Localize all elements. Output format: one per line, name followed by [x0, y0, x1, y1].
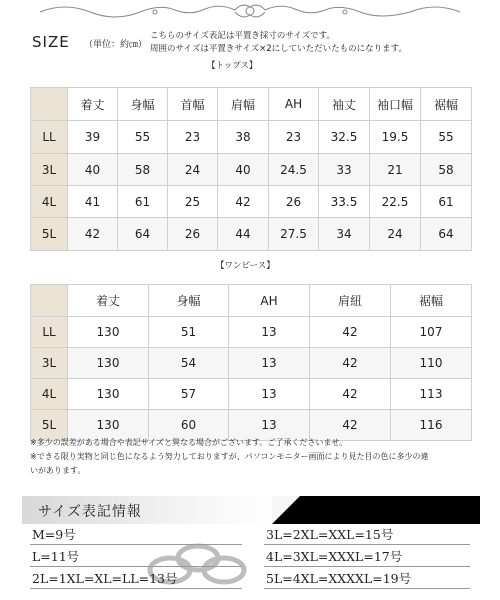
column-header: 裾幅: [391, 285, 472, 317]
table-cell: 42: [310, 317, 391, 348]
column-header: 肩紐: [310, 285, 391, 317]
table-cell: 42: [218, 186, 269, 218]
table-corner: [31, 88, 68, 121]
table-cell: 22.5: [370, 186, 421, 218]
table-cell: 27.5: [269, 218, 319, 251]
table-cell: 110: [391, 348, 472, 379]
table-row: [31, 121, 472, 154]
row-size-label: 4L: [31, 186, 68, 218]
table-row: [31, 218, 472, 251]
unit-label: （単位：約㎝）: [84, 40, 148, 50]
column-header: 袖丈: [319, 88, 370, 121]
table-cell: 44: [218, 218, 269, 251]
table-cell: 61: [118, 186, 168, 218]
footnote-measurement: ※多少の誤差がある場合や表記サイズと異なる場合がございます。ご了承くださいませ。: [30, 438, 348, 447]
column-header: 首幅: [168, 88, 218, 121]
table-row: [31, 317, 472, 348]
row-size-label: LL: [31, 121, 68, 154]
size-note-1: こちらのサイズ表記は平置き採寸のサイズです。: [150, 31, 335, 41]
table-cell: 25: [168, 186, 218, 218]
legend-item-text: 4L=3XL=XXXL=17号: [266, 549, 403, 564]
table-cell: 55: [421, 121, 472, 154]
table-row: [31, 379, 472, 410]
table-cell: 39: [68, 121, 118, 154]
tops-size-table: [30, 87, 472, 251]
table-cell: 21: [370, 154, 421, 186]
onepiece-size-table: [30, 284, 472, 441]
legend-item: [264, 526, 470, 545]
table-cell: 42: [310, 348, 391, 379]
legend-item: [30, 526, 242, 545]
row-size-label: 3L: [31, 154, 68, 186]
table-cell: 38: [218, 121, 269, 154]
row-size-label: LL: [31, 317, 68, 348]
table-cell: 42: [310, 379, 391, 410]
table-cell: 40: [68, 154, 118, 186]
table-row: [31, 410, 472, 441]
legend-item: [30, 570, 242, 589]
row-size-label: 4L: [31, 379, 68, 410]
table-cell: 42: [310, 410, 391, 441]
table-cell: 26: [168, 218, 218, 251]
table-cell: 24: [370, 218, 421, 251]
table-cell: 23: [269, 121, 319, 154]
table-cell: 33: [319, 154, 370, 186]
table-cell: 64: [118, 218, 168, 251]
legend-item-text: M=9号: [32, 527, 76, 542]
tops-section-title: 【トップス】: [207, 61, 258, 71]
column-header: 身幅: [118, 88, 168, 121]
table-cell: 57: [149, 379, 229, 410]
decorative-flourish: [35, 0, 465, 22]
footnote-color-cont: いがあります。: [30, 466, 86, 475]
table-cell: 19.5: [370, 121, 421, 154]
legend-item: [264, 570, 470, 589]
table-cell: 13: [229, 348, 310, 379]
table-cell: 23: [168, 121, 218, 154]
table-cell: 51: [149, 317, 229, 348]
column-header: 袖口幅: [370, 88, 421, 121]
table-cell: 55: [118, 121, 168, 154]
table-cell: 58: [118, 154, 168, 186]
legend-title: サイズ表記情報: [38, 504, 142, 520]
table-cell: 130: [68, 317, 149, 348]
table-cell: 60: [149, 410, 229, 441]
table-cell: 130: [68, 348, 149, 379]
column-header: AH: [229, 285, 310, 317]
table-cell: 13: [229, 317, 310, 348]
table-cell: 40: [218, 154, 269, 186]
row-size-label: 5L: [31, 410, 68, 441]
legend-tab-edge: [272, 496, 300, 524]
table-cell: 13: [229, 379, 310, 410]
table-row: [31, 348, 472, 379]
table-cell: 130: [68, 379, 149, 410]
legend-item: [30, 548, 242, 567]
row-size-label: 5L: [31, 218, 68, 251]
onepiece-section-title: 【ワンピース】: [216, 261, 275, 271]
column-header: 身幅: [149, 285, 229, 317]
table-cell: 32.5: [319, 121, 370, 154]
table-cell: 42: [68, 218, 118, 251]
table-cell: 64: [421, 218, 472, 251]
column-header: 肩幅: [218, 88, 269, 121]
table-cell: 24: [168, 154, 218, 186]
table-cell: 24.5: [269, 154, 319, 186]
table-cell: 61: [421, 186, 472, 218]
table-row: [31, 186, 472, 218]
table-cell: 26: [269, 186, 319, 218]
legend-item-text: L=11号: [32, 549, 80, 564]
legend-item-text: 2L=1XL=XL=LL=13号: [32, 571, 178, 586]
footnote-color: ※できる限り実物と同じ色になるよう努力しておりますが、パソコンモニター画面により見た目の色に多少の違: [30, 452, 429, 461]
table-cell: 54: [149, 348, 229, 379]
table-cell: 130: [68, 410, 149, 441]
table-cell: 41: [68, 186, 118, 218]
table-corner: [31, 285, 68, 317]
table-cell: 13: [229, 410, 310, 441]
table-cell: 116: [391, 410, 472, 441]
table-row: [31, 154, 472, 186]
column-header: 裾幅: [421, 88, 472, 121]
table-cell: 34: [319, 218, 370, 251]
table-cell: 58: [421, 154, 472, 186]
table-cell: 113: [391, 379, 472, 410]
legend-item: [264, 548, 470, 567]
row-size-label: 3L: [31, 348, 68, 379]
column-header: 着丈: [68, 88, 118, 121]
table-cell: 107: [391, 317, 472, 348]
legend-item-text: 3L=2XL=XXL=15号: [266, 527, 394, 542]
column-header: AH: [269, 88, 319, 121]
table-cell: 33.5: [319, 186, 370, 218]
size-note-2: 周囲のサイズは平置きサイズ×2にしていただいたものになります。: [150, 44, 407, 54]
size-heading: SIZE: [32, 33, 70, 51]
legend-item-text: 5L=4XL=XXXXL=19号: [266, 571, 412, 586]
column-header: 着丈: [68, 285, 149, 317]
